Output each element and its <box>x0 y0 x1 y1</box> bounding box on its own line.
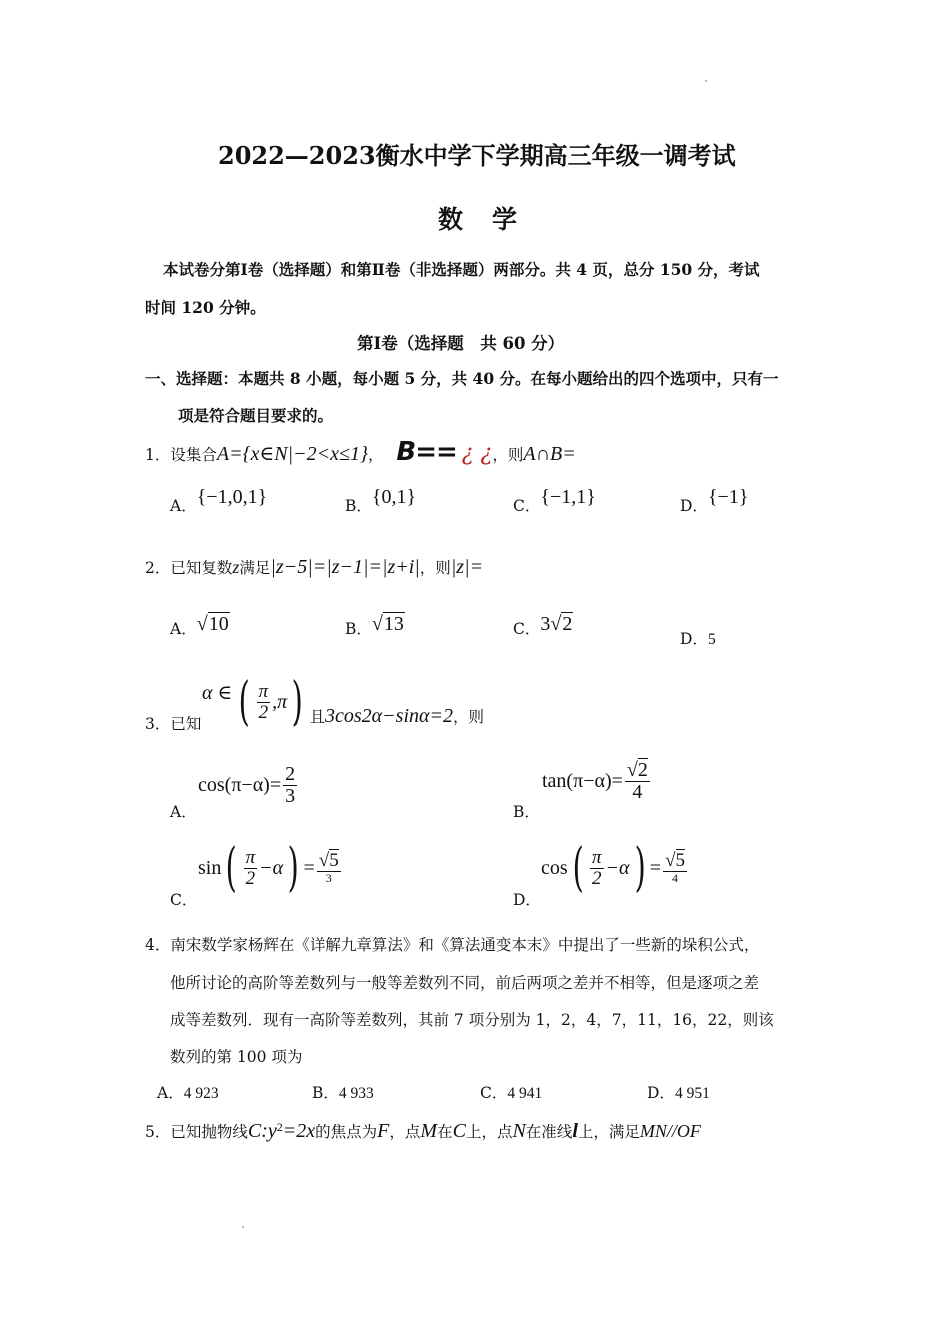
q1-garbled-symbols: ¿ ¿ <box>461 441 493 466</box>
q3-condition-line <box>294 705 484 728</box>
q4-option-c[interactable] <box>480 1081 542 1103</box>
q2-option-d[interactable] <box>680 627 716 649</box>
option-label: B． <box>345 497 372 515</box>
q4-option-d[interactable] <box>647 1081 710 1103</box>
q1-option-d[interactable] <box>680 486 749 517</box>
q5-text: 的焦点为 <box>315 1123 378 1142</box>
q5-text: 在准线 <box>525 1123 573 1142</box>
subject-title: 数 学 <box>438 205 520 234</box>
q2-number: 2． <box>145 559 171 577</box>
option-value: 4 941 <box>507 1085 543 1102</box>
q5-number: 5． <box>145 1123 171 1142</box>
q5-text: 上，点 <box>465 1123 513 1142</box>
right-paren: ) <box>634 838 646 898</box>
q3-option-c[interactable] <box>198 838 343 898</box>
stray-dot <box>242 1226 244 1228</box>
option-label: A． <box>157 1084 184 1102</box>
intro-line-2: 时间 120 分钟。 <box>145 298 266 317</box>
q2-var-z: z <box>232 557 240 577</box>
fraction <box>625 760 650 803</box>
pi-over-2 <box>244 848 258 889</box>
q3-interval <box>202 672 307 732</box>
sqrt-value: √2 <box>550 613 573 635</box>
numerator: √5 <box>318 850 339 872</box>
option-label: C． <box>513 620 541 638</box>
q2-option-c[interactable] <box>513 613 573 640</box>
q1-then: ，则 <box>492 446 524 464</box>
q2-option-b[interactable] <box>345 613 405 640</box>
denominator: 2 <box>258 701 269 723</box>
radicand: 13 <box>383 613 404 635</box>
q5-text: ，点 <box>389 1123 421 1142</box>
q5-line-l: l <box>572 1120 578 1143</box>
denominator: 3 <box>285 785 296 807</box>
q3-option-b[interactable] <box>542 760 652 803</box>
left-paren: ( <box>572 838 584 898</box>
left-paren: ( <box>238 672 251 732</box>
part1-heading: 一、选择题：本题共 8 小题，每小题 5 分，共 40 分。在每小题给出的四个选项中，只有一 <box>145 369 779 388</box>
q3-condition: 3cos2α−sinα=2 <box>325 705 454 727</box>
denominator: 4 <box>632 781 643 803</box>
q4-line-4: 数列的第 100 项为 <box>170 1048 303 1066</box>
q3-stem: 已知 <box>170 715 202 733</box>
radicand: 10 <box>208 613 229 635</box>
option-lhs: tan(π−α)= <box>542 770 623 792</box>
option-value: 4 923 <box>183 1085 219 1102</box>
q3-alpha-in: α ∈ <box>202 681 233 704</box>
q3-option-a[interactable] <box>198 764 299 807</box>
radicand: 5 <box>675 850 686 872</box>
q1-ask: A∩B= <box>523 443 576 465</box>
intro-line-1: 本试卷分第Ⅰ卷（选择题）和第Ⅱ卷（非选择题）两部分。共 4 页，总分 150 分，考试 <box>163 260 760 279</box>
q5-text: 在 <box>437 1123 453 1142</box>
right-paren: ) <box>287 838 299 898</box>
denominator: 2 <box>591 867 602 889</box>
exam-title: 2022—2023衡水中学下学期高三年级一调考试 <box>218 141 736 170</box>
pi-over-2 <box>257 682 271 723</box>
question-2 <box>145 556 483 579</box>
q5-curve: C:y <box>247 1120 277 1143</box>
q3-option-d[interactable] <box>541 838 689 898</box>
q1-set-b: B== <box>396 437 457 467</box>
option-value: {−1,0,1} <box>196 486 268 508</box>
radicand: 2 <box>637 759 648 781</box>
q4-option-b[interactable] <box>312 1081 374 1103</box>
q2-stem-2: 满足 <box>239 559 271 577</box>
pi-over-2 <box>590 848 604 889</box>
left-paren: ( <box>225 838 238 898</box>
numerator: √2 <box>626 759 648 781</box>
q5-curve-rhs: =2x <box>282 1120 316 1143</box>
q1-set-a: A={x∈N|−2<x≤1} <box>216 443 368 465</box>
numerator: π <box>258 680 269 702</box>
q2-option-a[interactable] <box>170 613 230 640</box>
denominator: 4 <box>672 871 679 886</box>
q4-line-3: 成等差数列．现有一高阶等差数列，其前 7 项分别为 1，2，4，7，11，16，22，则该 <box>170 1011 774 1029</box>
fraction <box>317 851 341 885</box>
q1-option-b[interactable] <box>345 486 417 517</box>
q5-stem: 已知抛物线 <box>170 1123 248 1142</box>
q2-then: ，则 <box>419 559 451 577</box>
q5-text: 上，满足 <box>577 1123 640 1142</box>
q5-focus-f: F <box>377 1120 390 1143</box>
sqrt-value: √10 <box>196 613 229 635</box>
denominator: 2 <box>245 867 256 889</box>
radicand: 2 <box>562 613 573 635</box>
fraction <box>663 851 687 885</box>
option-value: {−1,1} <box>540 486 596 508</box>
option-label: D． <box>680 630 708 648</box>
q3-option-c-label: C． <box>170 891 198 909</box>
numerator: 2 <box>285 763 296 785</box>
q5-curve-c: C <box>452 1120 466 1143</box>
numerator: π <box>591 846 602 868</box>
option-lhs: cos(π−α)= <box>198 774 282 796</box>
option-label: D． <box>647 1084 675 1102</box>
numerator: π <box>245 846 256 868</box>
function-name: cos <box>541 856 568 879</box>
option-label: A． <box>170 620 197 638</box>
q3-number: 3． <box>145 715 171 733</box>
q1-number: 1． <box>145 446 171 464</box>
option-label: B． <box>312 1084 339 1102</box>
q1-comma: ， <box>367 446 384 464</box>
q2-ask: |z|= <box>450 556 484 578</box>
q2-stem: 已知复数 <box>170 559 233 577</box>
coefficient: 3 <box>540 613 551 635</box>
radicand: 5 <box>329 850 339 872</box>
q5-point-m: M <box>420 1120 438 1143</box>
question-5 <box>145 1120 701 1143</box>
fraction <box>283 764 297 807</box>
section-title: 第Ⅰ卷（选择题 共 60 分） <box>357 334 565 353</box>
equals: = <box>303 856 315 879</box>
q3-and: ，且 <box>294 708 326 726</box>
q4-line-1 <box>145 933 759 955</box>
option-label: C． <box>480 1084 508 1102</box>
option-value: 4 951 <box>674 1085 710 1102</box>
q3-option-a-label: A． <box>170 803 197 821</box>
minus-alpha: −α <box>605 856 630 879</box>
right-paren: ) <box>291 672 303 732</box>
part1-heading-cont: 项是符合题目要求的。 <box>178 406 334 425</box>
option-value: 5 <box>707 631 716 648</box>
question-1 <box>145 437 576 467</box>
q4-option-a[interactable] <box>157 1081 219 1103</box>
q4-number: 4． <box>145 936 171 954</box>
q1-option-a[interactable] <box>170 486 268 517</box>
q3-option-d-label: D． <box>513 891 541 909</box>
option-label: D． <box>680 497 708 515</box>
q1-option-c[interactable] <box>513 486 596 517</box>
option-label: A． <box>170 497 197 515</box>
q5-point-n: N <box>512 1120 526 1143</box>
stray-dot <box>705 80 707 82</box>
function-name: sin <box>198 856 222 879</box>
option-value: {0,1} <box>371 486 417 508</box>
q4-line-2: 他所讨论的高阶等差数列与一般等差数列不同，前后两项之差并不相等，但是逐项之差 <box>170 974 760 992</box>
option-value: 4 933 <box>338 1085 374 1102</box>
equals: = <box>649 856 662 879</box>
option-value: {−1} <box>707 486 749 508</box>
denominator: 3 <box>325 871 332 886</box>
option-label: B． <box>345 620 372 638</box>
q4-text: 南宋数学家杨辉在《详解九章算法》和《算法通变本末》中提出了一些新的垛积公式， <box>170 936 760 954</box>
q5-exponent: 2 <box>276 1120 283 1134</box>
q3-prefix <box>145 712 201 734</box>
q3-then: ，则 <box>453 708 485 726</box>
minus-alpha: −α <box>259 856 284 879</box>
q1-stem: 设集合 <box>170 446 217 464</box>
numerator: √5 <box>665 850 686 872</box>
option-label: C． <box>513 497 541 515</box>
q2-condition: |z−5|=|z−1|=|z+i| <box>270 556 420 578</box>
q3-option-b-label: B． <box>513 803 540 821</box>
q5-relation: MN//OF <box>639 1121 701 1142</box>
q3-upper-bound: ,π <box>272 690 288 713</box>
sqrt-value: √13 <box>371 613 404 635</box>
